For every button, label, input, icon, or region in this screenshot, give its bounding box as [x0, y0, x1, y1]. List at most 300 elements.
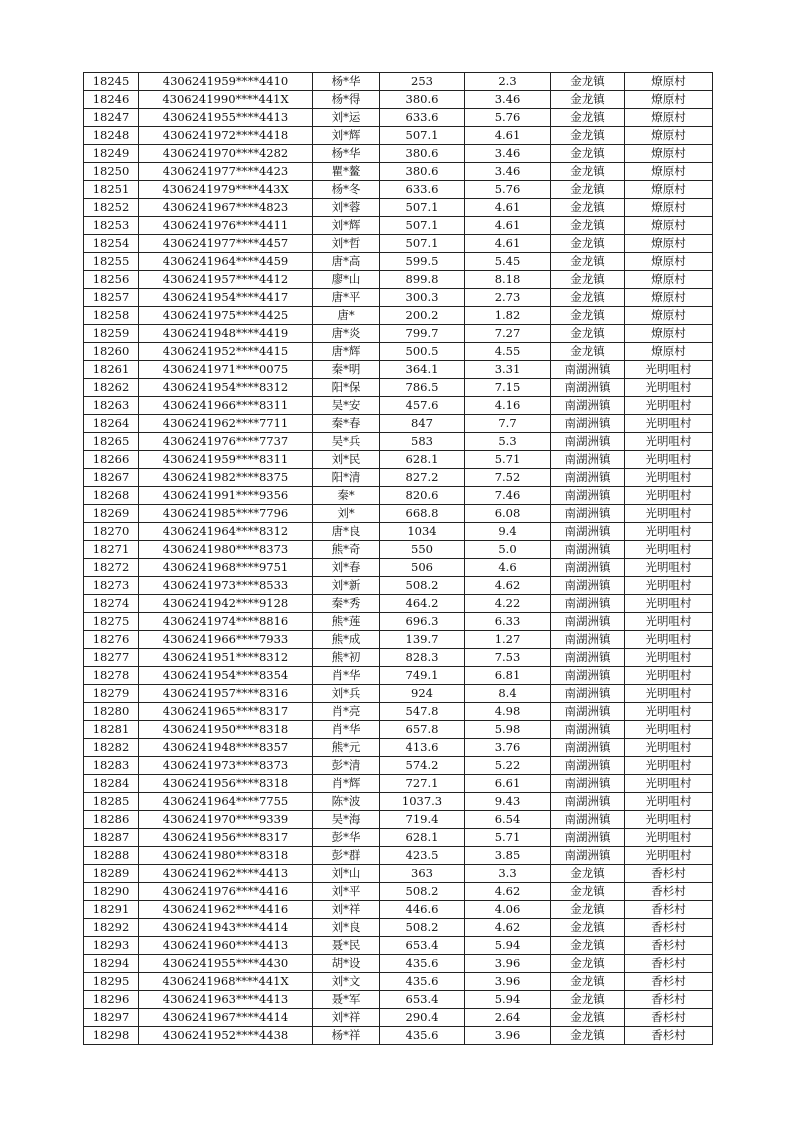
table-row: [84, 451, 713, 469]
amount-cell: 508.2: [380, 883, 465, 901]
row-number-cell: 18282: [84, 739, 139, 757]
amount-cell: 633.6: [380, 181, 465, 199]
village-cell: 燎原村: [625, 145, 713, 163]
amount-cell: 435.6: [380, 955, 465, 973]
table-row: [84, 433, 713, 451]
table-row: [84, 343, 713, 361]
id-number-cell: 4306241965****8317: [139, 703, 313, 721]
table-row: [84, 721, 713, 739]
id-number-cell: 4306241971****0075: [139, 361, 313, 379]
amount-cell: 727.1: [380, 775, 465, 793]
amount-cell: 574.2: [380, 757, 465, 775]
value-cell: 7.46: [465, 487, 551, 505]
amount-cell: 828.3: [380, 649, 465, 667]
table-row: [84, 865, 713, 883]
town-cell: 金龙镇: [551, 865, 625, 883]
town-cell: 南湖洲镇: [551, 595, 625, 613]
name-cell: 刘*: [313, 505, 380, 523]
village-cell: 燎原村: [625, 91, 713, 109]
town-cell: 南湖洲镇: [551, 793, 625, 811]
row-number-cell: 18259: [84, 325, 139, 343]
id-number-cell: 4306241964****4459: [139, 253, 313, 271]
amount-cell: 583: [380, 433, 465, 451]
amount-cell: 508.2: [380, 919, 465, 937]
amount-cell: 599.5: [380, 253, 465, 271]
amount-cell: 380.6: [380, 91, 465, 109]
value-cell: 3.31: [465, 361, 551, 379]
name-cell: 刘*兵: [313, 685, 380, 703]
id-number-cell: 4306241964****8312: [139, 523, 313, 541]
id-number-cell: 4306241964****7755: [139, 793, 313, 811]
name-cell: 熊*成: [313, 631, 380, 649]
value-cell: 4.62: [465, 883, 551, 901]
value-cell: 4.55: [465, 343, 551, 361]
name-cell: 熊*初: [313, 649, 380, 667]
name-cell: 肖*华: [313, 721, 380, 739]
town-cell: 南湖洲镇: [551, 469, 625, 487]
table-row: [84, 775, 713, 793]
name-cell: 彭*清: [313, 757, 380, 775]
town-cell: 南湖洲镇: [551, 487, 625, 505]
name-cell: 刘*良: [313, 919, 380, 937]
town-cell: 金龙镇: [551, 181, 625, 199]
village-cell: 光明咀村: [625, 721, 713, 739]
row-number-cell: 18294: [84, 955, 139, 973]
value-cell: 4.6: [465, 559, 551, 577]
value-cell: 7.27: [465, 325, 551, 343]
id-number-cell: 4306241970****9339: [139, 811, 313, 829]
amount-cell: 719.4: [380, 811, 465, 829]
id-number-cell: 4306241948****4419: [139, 325, 313, 343]
records-table: [83, 72, 713, 1045]
table-row: [84, 415, 713, 433]
table-row: [84, 685, 713, 703]
table-row: [84, 883, 713, 901]
amount-cell: 300.3: [380, 289, 465, 307]
row-number-cell: 18276: [84, 631, 139, 649]
row-number-cell: 18273: [84, 577, 139, 595]
id-number-cell: 4306241973****8373: [139, 757, 313, 775]
id-number-cell: 4306241954****8312: [139, 379, 313, 397]
amount-cell: 380.6: [380, 145, 465, 163]
village-cell: 光明咀村: [625, 505, 713, 523]
town-cell: 南湖洲镇: [551, 379, 625, 397]
village-cell: 光明咀村: [625, 595, 713, 613]
amount-cell: 550: [380, 541, 465, 559]
row-number-cell: 18260: [84, 343, 139, 361]
village-cell: 光明咀村: [625, 775, 713, 793]
row-number-cell: 18268: [84, 487, 139, 505]
row-number-cell: 18246: [84, 91, 139, 109]
table-row: [84, 793, 713, 811]
value-cell: 6.08: [465, 505, 551, 523]
town-cell: 金龙镇: [551, 973, 625, 991]
value-cell: 7.53: [465, 649, 551, 667]
id-number-cell: 4306241973****8533: [139, 577, 313, 595]
table-row: [84, 127, 713, 145]
name-cell: 唐*: [313, 307, 380, 325]
row-number-cell: 18254: [84, 235, 139, 253]
row-number-cell: 18284: [84, 775, 139, 793]
id-number-cell: 4306241959****4410: [139, 73, 313, 91]
amount-cell: 413.6: [380, 739, 465, 757]
village-cell: 光明咀村: [625, 811, 713, 829]
town-cell: 金龙镇: [551, 289, 625, 307]
village-cell: 燎原村: [625, 163, 713, 181]
row-number-cell: 18248: [84, 127, 139, 145]
value-cell: 1.82: [465, 307, 551, 325]
village-cell: 燎原村: [625, 181, 713, 199]
row-number-cell: 18286: [84, 811, 139, 829]
value-cell: 4.61: [465, 127, 551, 145]
amount-cell: 653.4: [380, 991, 465, 1009]
amount-cell: 847: [380, 415, 465, 433]
village-cell: 光明咀村: [625, 793, 713, 811]
village-cell: 燎原村: [625, 253, 713, 271]
town-cell: 金龙镇: [551, 937, 625, 955]
table-row: [84, 289, 713, 307]
row-number-cell: 18275: [84, 613, 139, 631]
name-cell: 唐*平: [313, 289, 380, 307]
table-row: [84, 667, 713, 685]
village-cell: 光明咀村: [625, 703, 713, 721]
village-cell: 香杉村: [625, 901, 713, 919]
name-cell: 刘*辉: [313, 217, 380, 235]
table-row: [84, 73, 713, 91]
value-cell: 7.52: [465, 469, 551, 487]
id-number-cell: 4306241966****7933: [139, 631, 313, 649]
table-row: [84, 307, 713, 325]
id-number-cell: 4306241976****4411: [139, 217, 313, 235]
amount-cell: 899.8: [380, 271, 465, 289]
value-cell: 4.61: [465, 199, 551, 217]
value-cell: 4.06: [465, 901, 551, 919]
value-cell: 3.3: [465, 865, 551, 883]
town-cell: 金龙镇: [551, 307, 625, 325]
table-row: [84, 991, 713, 1009]
value-cell: 5.76: [465, 109, 551, 127]
town-cell: 南湖洲镇: [551, 559, 625, 577]
id-number-cell: 4306241952****4415: [139, 343, 313, 361]
row-number-cell: 18247: [84, 109, 139, 127]
table-row: [84, 361, 713, 379]
town-cell: 南湖洲镇: [551, 541, 625, 559]
row-number-cell: 18277: [84, 649, 139, 667]
name-cell: 聂*民: [313, 937, 380, 955]
row-number-cell: 18278: [84, 667, 139, 685]
town-cell: 金龙镇: [551, 145, 625, 163]
table-row: [84, 919, 713, 937]
name-cell: 吴*安: [313, 397, 380, 415]
table-row: [84, 901, 713, 919]
village-cell: 光明咀村: [625, 631, 713, 649]
id-number-cell: 4306241943****4414: [139, 919, 313, 937]
id-number-cell: 4306241976****4416: [139, 883, 313, 901]
value-cell: 5.71: [465, 451, 551, 469]
name-cell: 刘*运: [313, 109, 380, 127]
value-cell: 6.81: [465, 667, 551, 685]
amount-cell: 668.8: [380, 505, 465, 523]
table-row: [84, 217, 713, 235]
amount-cell: 628.1: [380, 451, 465, 469]
town-cell: 金龙镇: [551, 91, 625, 109]
table-row: [84, 847, 713, 865]
amount-cell: 507.1: [380, 199, 465, 217]
village-cell: 香杉村: [625, 883, 713, 901]
name-cell: 秦*明: [313, 361, 380, 379]
row-number-cell: 18249: [84, 145, 139, 163]
town-cell: 南湖洲镇: [551, 847, 625, 865]
value-cell: 5.94: [465, 937, 551, 955]
id-number-cell: 4306241970****4282: [139, 145, 313, 163]
town-cell: 南湖洲镇: [551, 631, 625, 649]
value-cell: 4.61: [465, 217, 551, 235]
village-cell: 光明咀村: [625, 613, 713, 631]
id-number-cell: 4306241948****8357: [139, 739, 313, 757]
amount-cell: 507.1: [380, 127, 465, 145]
table-row: [84, 199, 713, 217]
village-cell: 光明咀村: [625, 361, 713, 379]
value-cell: 5.0: [465, 541, 551, 559]
name-cell: 彭*群: [313, 847, 380, 865]
name-cell: 秦*秀: [313, 595, 380, 613]
table-row: [84, 397, 713, 415]
village-cell: 燎原村: [625, 235, 713, 253]
table-row: [84, 739, 713, 757]
town-cell: 金龙镇: [551, 325, 625, 343]
name-cell: 刘*文: [313, 973, 380, 991]
row-number-cell: 18262: [84, 379, 139, 397]
town-cell: 南湖洲镇: [551, 757, 625, 775]
village-cell: 光明咀村: [625, 415, 713, 433]
amount-cell: 290.4: [380, 1009, 465, 1027]
name-cell: 吴*海: [313, 811, 380, 829]
table-row: [84, 937, 713, 955]
name-cell: 肖*辉: [313, 775, 380, 793]
table-row: [84, 631, 713, 649]
row-number-cell: 18245: [84, 73, 139, 91]
amount-cell: 924: [380, 685, 465, 703]
town-cell: 南湖洲镇: [551, 649, 625, 667]
town-cell: 南湖洲镇: [551, 775, 625, 793]
table-row: [84, 325, 713, 343]
value-cell: 4.22: [465, 595, 551, 613]
name-cell: 聂*军: [313, 991, 380, 1009]
value-cell: 3.96: [465, 973, 551, 991]
town-cell: 南湖洲镇: [551, 451, 625, 469]
id-number-cell: 4306241962****4416: [139, 901, 313, 919]
town-cell: 金龙镇: [551, 955, 625, 973]
table-row: [84, 649, 713, 667]
amount-cell: 457.6: [380, 397, 465, 415]
name-cell: 秦*: [313, 487, 380, 505]
row-number-cell: 18297: [84, 1009, 139, 1027]
id-number-cell: 4306241952****4438: [139, 1027, 313, 1045]
table-row: [84, 469, 713, 487]
name-cell: 唐*良: [313, 523, 380, 541]
value-cell: 8.18: [465, 271, 551, 289]
id-number-cell: 4306241956****8318: [139, 775, 313, 793]
name-cell: 杨*华: [313, 145, 380, 163]
name-cell: 刘*平: [313, 883, 380, 901]
amount-cell: 380.6: [380, 163, 465, 181]
id-number-cell: 4306241990****441X: [139, 91, 313, 109]
name-cell: 廖*山: [313, 271, 380, 289]
value-cell: 3.96: [465, 1027, 551, 1045]
village-cell: 燎原村: [625, 271, 713, 289]
village-cell: 燎原村: [625, 325, 713, 343]
town-cell: 金龙镇: [551, 217, 625, 235]
table-row: [84, 1027, 713, 1045]
row-number-cell: 18293: [84, 937, 139, 955]
name-cell: 杨*冬: [313, 181, 380, 199]
row-number-cell: 18283: [84, 757, 139, 775]
table-row: [84, 577, 713, 595]
village-cell: 光明咀村: [625, 433, 713, 451]
name-cell: 刘*辉: [313, 127, 380, 145]
village-cell: 燎原村: [625, 307, 713, 325]
village-cell: 光明咀村: [625, 649, 713, 667]
town-cell: 金龙镇: [551, 127, 625, 145]
name-cell: 刘*哲: [313, 235, 380, 253]
records-table-body: [84, 73, 713, 1045]
name-cell: 杨*得: [313, 91, 380, 109]
id-number-cell: 4306241974****8816: [139, 613, 313, 631]
name-cell: 秦*春: [313, 415, 380, 433]
name-cell: 刘*春: [313, 559, 380, 577]
name-cell: 瞿*鳌: [313, 163, 380, 181]
village-cell: 光明咀村: [625, 757, 713, 775]
table-row: [84, 829, 713, 847]
town-cell: 南湖洲镇: [551, 523, 625, 541]
town-cell: 金龙镇: [551, 163, 625, 181]
town-cell: 金龙镇: [551, 199, 625, 217]
id-number-cell: 4306241951****8312: [139, 649, 313, 667]
value-cell: 5.71: [465, 829, 551, 847]
amount-cell: 446.6: [380, 901, 465, 919]
table-row: [84, 253, 713, 271]
name-cell: 刘*祥: [313, 1009, 380, 1027]
row-number-cell: 18271: [84, 541, 139, 559]
id-number-cell: 4306241954****8354: [139, 667, 313, 685]
amount-cell: 547.8: [380, 703, 465, 721]
row-number-cell: 18269: [84, 505, 139, 523]
table-row: [84, 145, 713, 163]
value-cell: 5.94: [465, 991, 551, 1009]
amount-cell: 749.1: [380, 667, 465, 685]
town-cell: 金龙镇: [551, 253, 625, 271]
town-cell: 金龙镇: [551, 919, 625, 937]
table-row: [84, 379, 713, 397]
row-number-cell: 18291: [84, 901, 139, 919]
amount-cell: 827.2: [380, 469, 465, 487]
value-cell: 5.45: [465, 253, 551, 271]
value-cell: 3.85: [465, 847, 551, 865]
table-row: [84, 505, 713, 523]
amount-cell: 500.5: [380, 343, 465, 361]
value-cell: 8.4: [465, 685, 551, 703]
village-cell: 香杉村: [625, 865, 713, 883]
value-cell: 6.61: [465, 775, 551, 793]
row-number-cell: 18251: [84, 181, 139, 199]
village-cell: 香杉村: [625, 1009, 713, 1027]
name-cell: 唐*高: [313, 253, 380, 271]
name-cell: 刘*山: [313, 865, 380, 883]
table-row: [84, 973, 713, 991]
name-cell: 刘*民: [313, 451, 380, 469]
row-number-cell: 18290: [84, 883, 139, 901]
amount-cell: 657.8: [380, 721, 465, 739]
id-number-cell: 4306241982****8375: [139, 469, 313, 487]
amount-cell: 799.7: [380, 325, 465, 343]
row-number-cell: 18270: [84, 523, 139, 541]
table-row: [84, 163, 713, 181]
amount-cell: 653.4: [380, 937, 465, 955]
village-cell: 香杉村: [625, 973, 713, 991]
value-cell: 5.3: [465, 433, 551, 451]
amount-cell: 696.3: [380, 613, 465, 631]
table-row: [84, 523, 713, 541]
village-cell: 香杉村: [625, 937, 713, 955]
name-cell: 肖*华: [313, 667, 380, 685]
town-cell: 金龙镇: [551, 343, 625, 361]
name-cell: 阳*清: [313, 469, 380, 487]
town-cell: 金龙镇: [551, 901, 625, 919]
town-cell: 南湖洲镇: [551, 685, 625, 703]
value-cell: 4.62: [465, 577, 551, 595]
id-number-cell: 4306241950****8318: [139, 721, 313, 739]
village-cell: 光明咀村: [625, 451, 713, 469]
name-cell: 陈*波: [313, 793, 380, 811]
town-cell: 南湖洲镇: [551, 577, 625, 595]
village-cell: 香杉村: [625, 1027, 713, 1045]
town-cell: 南湖洲镇: [551, 811, 625, 829]
row-number-cell: 18264: [84, 415, 139, 433]
id-number-cell: 4306241963****4413: [139, 991, 313, 1009]
id-number-cell: 4306241955****4413: [139, 109, 313, 127]
name-cell: 唐*炎: [313, 325, 380, 343]
id-number-cell: 4306241960****4413: [139, 937, 313, 955]
id-number-cell: 4306241979****443X: [139, 181, 313, 199]
village-cell: 光明咀村: [625, 559, 713, 577]
amount-cell: 786.5: [380, 379, 465, 397]
table-row: [84, 541, 713, 559]
id-number-cell: 4306241975****4425: [139, 307, 313, 325]
row-number-cell: 18285: [84, 793, 139, 811]
village-cell: 燎原村: [625, 127, 713, 145]
village-cell: 燎原村: [625, 343, 713, 361]
village-cell: 燎原村: [625, 109, 713, 127]
id-number-cell: 4306241957****4412: [139, 271, 313, 289]
amount-cell: 1034: [380, 523, 465, 541]
town-cell: 金龙镇: [551, 1027, 625, 1045]
name-cell: 刘*蓉: [313, 199, 380, 217]
value-cell: 2.73: [465, 289, 551, 307]
amount-cell: 364.1: [380, 361, 465, 379]
id-number-cell: 4306241967****4414: [139, 1009, 313, 1027]
village-cell: 光明咀村: [625, 577, 713, 595]
id-number-cell: 4306241977****4457: [139, 235, 313, 253]
id-number-cell: 4306241972****4418: [139, 127, 313, 145]
id-number-cell: 4306241980****8318: [139, 847, 313, 865]
row-number-cell: 18265: [84, 433, 139, 451]
id-number-cell: 4306241956****8317: [139, 829, 313, 847]
village-cell: 燎原村: [625, 289, 713, 307]
town-cell: 南湖洲镇: [551, 703, 625, 721]
value-cell: 9.4: [465, 523, 551, 541]
town-cell: 南湖洲镇: [551, 667, 625, 685]
row-number-cell: 18266: [84, 451, 139, 469]
